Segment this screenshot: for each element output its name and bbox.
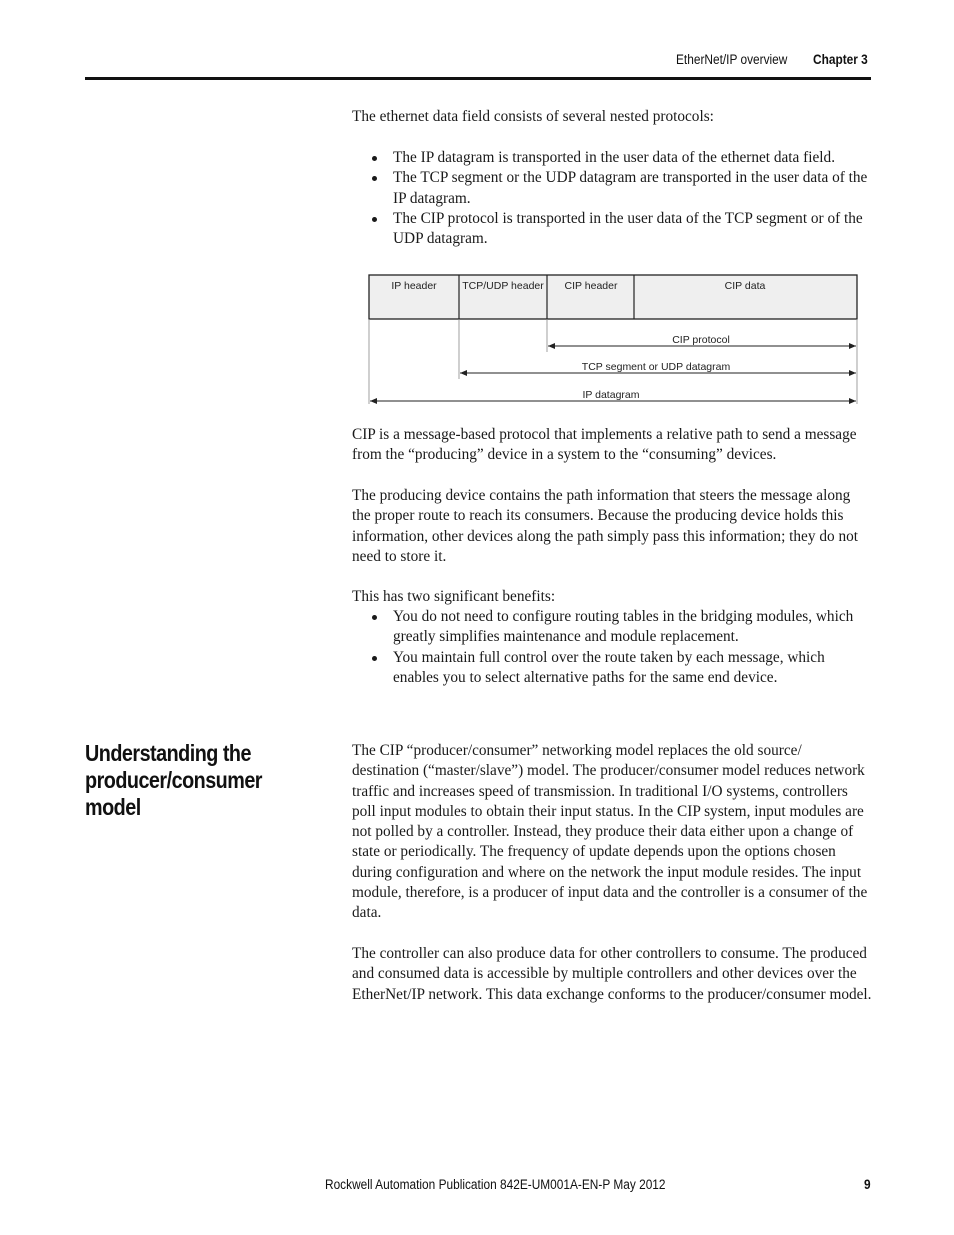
cell-cip-header: CIP header xyxy=(564,280,618,292)
bullet-icon xyxy=(372,176,377,181)
list-item: The CIP protocol is transported in the user data of the TCP segment or of the UDP datagram. xyxy=(352,209,872,250)
list-item: The IP datagram is transported in the user data of the ethernet data field. xyxy=(352,148,872,168)
paragraph-producing-device: The producing device contains the path information that steers the message along the proper route to reach its consumers. Because the producing device holds this information, other devices along the path simply pass this information; they do not need to store it. xyxy=(352,487,858,565)
list-item: You maintain full control over the route taken by each message, which enables you to select alternative paths for the same end device. xyxy=(352,648,872,689)
bullet-icon xyxy=(372,156,377,161)
footer-publication: Rockwell Automation Publication 842E-UM001A-EN-P May 2012 xyxy=(325,1177,666,1192)
page-number: 9 xyxy=(864,1177,871,1192)
cell-tcp-udp-header: TCP/UDP header xyxy=(462,280,544,292)
bullet-icon xyxy=(372,217,377,222)
list-item: The TCP segment or the UDP datagram are transported in the user data of the IP datagram. xyxy=(352,168,872,209)
paragraph-benefits-intro: This has two significant benefits: xyxy=(352,588,556,605)
span-label-ip-datagram: IP datagram xyxy=(582,389,640,401)
protocol-nesting-diagram xyxy=(366,272,860,408)
running-header-section: EtherNet/IP overview xyxy=(676,52,788,67)
nested-protocols-list xyxy=(352,148,872,249)
cell-ip-header: IP header xyxy=(391,280,437,292)
intro-paragraph: The ethernet data field consists of several nested protocols: xyxy=(352,108,714,125)
paragraph-cip-description: CIP is a message-based protocol that implements a relative path to send a message from the “producing” device in a system to the “consuming” devices. xyxy=(352,426,857,464)
section-heading: Understanding the producer/consumer model xyxy=(85,740,262,820)
span-label-tcp-segment: TCP segment or UDP datagram xyxy=(581,361,731,373)
list-item: You do not need to configure routing tables in the bridging modules, which greatly simplifies maintenance and module replacement. xyxy=(352,607,872,648)
header-rule xyxy=(85,77,871,80)
bullet-icon xyxy=(372,615,377,620)
running-header-chapter: Chapter 3 xyxy=(813,52,868,67)
paragraph-controller-produce: The controller can also produce data for other controllers to consume. The produced and consumed data is accessible by multiple controllers and other devices over the EtherNet/IP network. This data exchange conforms to the producer/consumer model. xyxy=(352,945,872,1003)
span-label-cip-protocol: CIP protocol xyxy=(672,334,730,346)
paragraph-producer-consumer: The CIP “producer/consumer” networking model replaces the old source/ destination (“master/slave”) model. The producer/consumer model reduces network traffic and increases speed of transmission. In traditional I/O systems, controllers poll input modules to obtain their input status. In the CIP system, input modules are not polled by a controller. Instead, they produce their data either upon a change of state or periodically. The frequency of update depends upon the options chosen during configuration and where on the network the input module resides. The input module, therefore, is a producer of input data and the controller is a consumer of the data. xyxy=(352,742,868,922)
cell-cip-data: CIP data xyxy=(724,280,766,292)
bullet-icon xyxy=(372,656,377,661)
benefits-list xyxy=(352,607,872,688)
